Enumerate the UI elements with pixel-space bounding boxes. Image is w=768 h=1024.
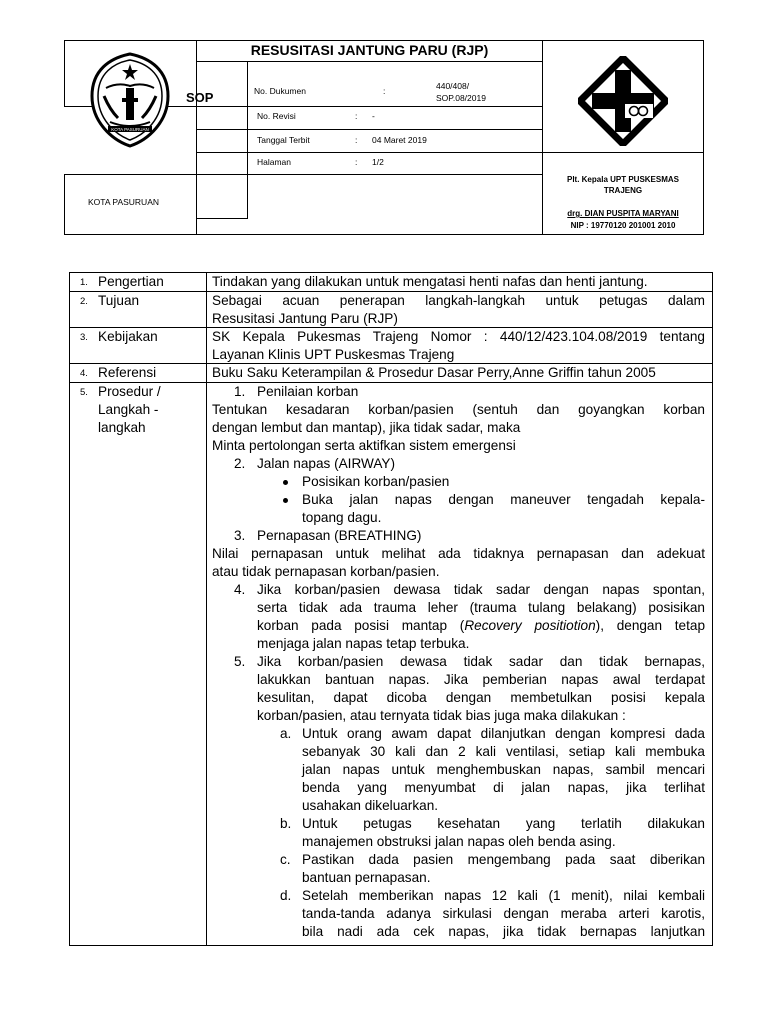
step-3-text-2: atau tidak pernapasan korban/pasien. xyxy=(212,564,440,579)
page-sep: : xyxy=(355,157,358,167)
row-number-4: 4. xyxy=(80,368,88,379)
step-4-line-3-pre: korban pada posisi mantap ( xyxy=(257,618,465,633)
sub-a-line-2: sebanyak 30 kali dan 2 kali ventilasi, setiap kali membuka xyxy=(302,744,705,759)
signature-nip: NIP : 19770120 201001 2010 xyxy=(570,221,676,230)
sub-a-line-1: Untuk orang awam dapat dilanjutkan dengan kompresi dada xyxy=(302,726,705,741)
step-4-line-2: serta tidak ada trauma leher (trauma tulang belakang) posisikan xyxy=(257,600,705,615)
sub-a-number: a. xyxy=(280,726,292,741)
sub-a-line-3: jalan napas untuk menghembuskan napas, sambil mencari xyxy=(302,762,705,777)
doc-number-label: No. Dukumen xyxy=(254,86,306,96)
recovery-position-term: Recovery positiotion xyxy=(464,618,596,633)
kebijakan-text-1: SK Kepala Pukesmas Trajeng Nomor : 440/12/423.104.08/2019 tentang xyxy=(212,329,705,344)
step-5-number: 5. xyxy=(234,654,246,669)
sub-d-line-3: bila nadi ada cek napas, jika tidak bernapas lanjutkan xyxy=(302,924,705,939)
step-4-line-3 xyxy=(257,617,705,635)
sub-a-line-4: benda yang menyumbat di jalan napas, jika terlihat xyxy=(302,780,705,795)
step-1-number: 1. xyxy=(234,384,246,399)
puskesmas-logo xyxy=(578,56,668,146)
step-5-line-1: Jika korban/pasien dewasa tidak sadar dan tidak bernapas, xyxy=(257,654,705,669)
row-number-1: 1. xyxy=(80,277,88,288)
page-label: Halaman xyxy=(257,157,292,167)
row-label-pengertian: Pengertian xyxy=(98,274,164,289)
step-1-title: Penilaian korban xyxy=(257,384,359,399)
sub-b-line-1: Untuk petugas kesehatan yang terlatih dilakukan xyxy=(302,816,705,831)
seal-text: KOTA PASURUAN xyxy=(111,127,149,132)
step-1-text-3: Minta pertolongan serta aktifkan sistem emergensi xyxy=(212,438,516,453)
airway-bullet-2-line-1: Buka jalan napas dengan maneuver tengadah kepala- xyxy=(302,492,705,507)
revision-label: No. Revisi xyxy=(257,111,296,121)
doc-number-sep: : xyxy=(383,86,386,96)
row-label-prosedur-1: Prosedur / xyxy=(98,384,161,399)
issue-date-sep: : xyxy=(355,135,358,145)
bullet-1 xyxy=(283,480,288,485)
step-5-line-4: korban/pasien, atau ternyata tidak bias juga maka dilakukan : xyxy=(257,708,626,723)
row-label-prosedur-2: Langkah - xyxy=(98,402,159,417)
sub-d-number: d. xyxy=(280,888,292,903)
row-number-5: 5. xyxy=(80,387,88,398)
sub-d-line-2: tanda-tanda adanya sirkulasi dengan meraba arteri karotis, xyxy=(302,906,705,921)
pengertian-text: Tindakan yang dilakukan untuk mengatasi henti nafas dan henti jantung. xyxy=(212,274,648,289)
airway-bullet-2-line-2: topang dagu. xyxy=(302,510,382,525)
row-number-2: 2. xyxy=(80,296,88,307)
city-seal-logo xyxy=(88,52,172,148)
sub-a-line-5: usahakan dikeluarkan. xyxy=(302,798,439,813)
step-5-line-2: lakukkan bantuan napas. Jika pemberian napas awal terdapat xyxy=(257,672,705,687)
step-4-line-1: Jika korban/pasien dewasa tidak sadar dengan napas spontan, xyxy=(257,582,705,597)
kebijakan-text-2: Layanan Klinis UPT Puskesmas Trajeng xyxy=(212,347,455,362)
step-1-text-2: dengan lembut dan mantap), jika tidak sadar, maka xyxy=(212,420,521,435)
step-4-line-4: menjaga jalan napas tetap terbuka. xyxy=(257,636,470,651)
step-1-text-1: Tentukan kesadaran korban/pasien (sentuh dan goyangkan korban xyxy=(212,402,705,417)
step-4-number: 4. xyxy=(234,582,246,597)
doc-number-value-1: 440/408/ xyxy=(436,81,470,91)
signature-name: drg. DIAN PUSPITA MARYANI xyxy=(567,209,679,218)
row-label-prosedur-3: langkah xyxy=(98,420,146,435)
step-5-line-3: kesulitan, dapat dicoba dengan membetulkan posisi kepala xyxy=(257,690,705,705)
revision-value: - xyxy=(372,111,375,121)
revision-sep: : xyxy=(355,111,358,121)
step-3-text-1: Nilai pernapasan untuk melihat ada tidaknya pernapasan dan adekuat xyxy=(212,546,705,561)
signature-title-2: TRAJENG xyxy=(603,186,643,195)
tujuan-text-1: Sebagai acuan penerapan langkah-langkah untuk petugas dalam xyxy=(212,293,705,308)
row-label-kebijakan: Kebijakan xyxy=(98,329,158,344)
issue-date-label: Tanggal Terbit xyxy=(257,135,310,145)
doc-number-value-2: SOP.08/2019 xyxy=(436,93,486,103)
city-name: KOTA PASURUAN xyxy=(88,197,160,207)
step-3-title: Pernapasan (BREATHING) xyxy=(257,528,422,543)
airway-bullet-1: Posisikan korban/pasien xyxy=(302,474,450,489)
sub-b-number: b. xyxy=(280,816,292,831)
referensi-text: Buku Saku Keterampilan & Prosedur Dasar Perry,Anne Griffin tahun 2005 xyxy=(212,365,656,380)
row-label-referensi: Referensi xyxy=(98,365,157,380)
sub-c-line-2: bantuan pernapasan. xyxy=(302,870,431,885)
document-title: RESUSITASI JANTUNG PARU (RJP) xyxy=(250,42,489,58)
page-value: 1/2 xyxy=(372,157,384,167)
issue-date-value: 04 Maret 2019 xyxy=(372,135,427,145)
sub-c-number: c. xyxy=(280,852,291,867)
tujuan-text-2: Resusitasi Jantung Paru (RJP) xyxy=(212,311,398,326)
step-2-number: 2. xyxy=(234,456,246,471)
step-2-title: Jalan napas (AIRWAY) xyxy=(257,456,396,471)
sub-c-line-1: Pastikan dada pasien mengembang pada saat diberikan xyxy=(302,852,705,867)
sub-b-line-2: manajemen obstruksi jalan napas oleh benda asing. xyxy=(302,834,616,849)
step-3-number: 3. xyxy=(234,528,246,543)
bullet-2 xyxy=(283,498,288,503)
row-label-tujuan: Tujuan xyxy=(98,293,140,308)
sop-label: SOP xyxy=(186,90,214,105)
sub-d-line-1: Setelah memberikan napas 12 kali (1 menit), nilai kembali xyxy=(302,888,705,903)
signature-title-1: Plt. Kepala UPT PUSKESMAS xyxy=(566,175,680,184)
step-4-line-3-post: ), dengan tetap xyxy=(595,618,706,633)
row-number-3: 3. xyxy=(80,332,88,343)
